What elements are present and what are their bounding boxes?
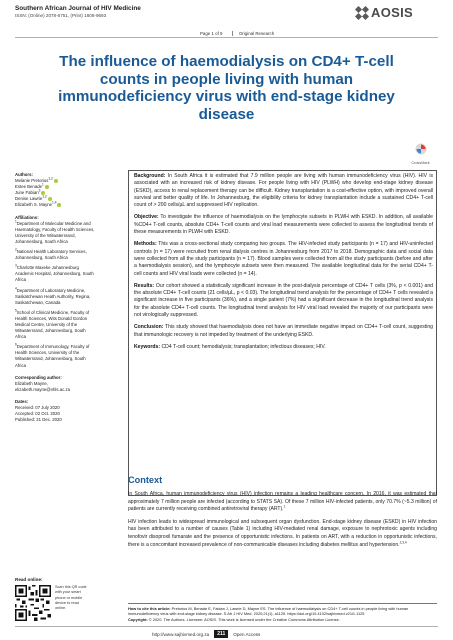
abstract-section-text: CD4 T-cell count; hemodialysis; transplantation; infectious diseases; HIV. bbox=[160, 343, 326, 350]
affiliations-list bbox=[15, 221, 95, 369]
how-to-cite-label: How to cite this article: bbox=[128, 606, 171, 611]
author-name: Elizabeth S. Mayne bbox=[15, 202, 53, 208]
abstract-section-text: Our cohort showed a statistically significant increase in the post-dialysis percentage of CD4+ T cells (3%, p < 0.001) and the absolute CD4+ T-cell counts (21 cells/µL, p < 0.03). The longitudinal trend analysis for the percentage of CD4+ T cells revealed a significant increase in five participants (36%), and a single patient (7%) had a significant decrease in the longitudinal trend analysis for the absolute CD4+ T-cell counts. The longitudinal trend analysis for HIV viral load revealed the majority of our participants were not virologically suppressed. bbox=[134, 282, 433, 319]
abstract-section-label: Conclusion: bbox=[134, 324, 164, 331]
open-access-label: Open Access bbox=[233, 631, 261, 637]
aosis-logo-icon bbox=[355, 6, 369, 20]
copyright-label: Copyright: bbox=[128, 616, 148, 622]
author-name: Estee Benade bbox=[15, 184, 42, 190]
context-body bbox=[128, 491, 437, 554]
affiliation-number: 2 bbox=[15, 247, 17, 252]
abstract-section-label: Results: bbox=[134, 282, 155, 289]
journal-name: Southern African Journal of HIV Medicine bbox=[15, 5, 141, 12]
affiliation-entry bbox=[15, 221, 95, 245]
affiliation-text: Department of Laboratory Medicine, Saskatchewan Heath Authority, Regina, Saskatchewan, Canada bbox=[15, 287, 91, 305]
author-affiliation-sup: 1,4 bbox=[52, 201, 57, 206]
affiliation-number: 1 bbox=[15, 219, 17, 224]
affiliation-number: 4 bbox=[15, 286, 17, 291]
affiliation-text: Department of Immunology, Faculty of Health Sciences, University of the Witwatersrand, Johannesburg, South Africa bbox=[15, 344, 90, 368]
date-received: Received: 07 July 2020 bbox=[15, 405, 60, 410]
abstract-section-label: Objective: bbox=[134, 214, 159, 221]
page-number: 211 bbox=[214, 630, 228, 638]
citation-block bbox=[128, 606, 437, 622]
abstract-section bbox=[134, 344, 433, 351]
publisher-name: AOSIS bbox=[371, 5, 413, 20]
orcid-icon[interactable] bbox=[54, 179, 58, 183]
header-divider bbox=[15, 37, 438, 38]
orcid-icon[interactable] bbox=[45, 185, 49, 189]
reference-marker[interactable]: 1 bbox=[283, 504, 286, 509]
affiliation-text: Department of Molecular Medicine and Haematology, Faculty of Health Sciences, University of the Witwatersrand, Johannesburg, South Africa bbox=[15, 220, 95, 244]
context-paragraph: HIV infection leads to widespread immunological and subsequent organ dysfunction. End-stage kidney disease (ESKD) in HIV infection has been attributed to a number of causes (Table 1) including HIV-mediated renal damage, exposure to nephrotoxic agents including tenofovir disoproxil fumarate and the presence of opportunistic infections. In patients on ART, with a reduction in opportunistic infections, there is a concomitant increased prevalence of non-communicable diseases including diabetes mellitus and hypertension. bbox=[128, 518, 437, 548]
author-name: June Fabian bbox=[15, 190, 39, 196]
section-label: Original Research bbox=[232, 31, 274, 36]
abstract-section-text: To investigate the influence of haemodialysis on the lymphocyte subsets in PLWH with ESKD. In addition, all available %CD4+ T-cell counts, absolute CD4+ T-cell counts and viral load measurements were collected to assess the longitudinal trends of these measurements in PLWH with ESKD. bbox=[134, 214, 433, 236]
affiliation-entry bbox=[15, 265, 95, 283]
how-to-cite-text[interactable]: Pretorius M, Benade E, Fabian J, Lawrie D, Mayne ES. The influence of haemodialysis on CD4+ T-cell counts in people living with human immunodeficiency virus with end-stage kidney disease. S Afr J HIV Med. 2020;21(1), a1125. https://doi.org/10.4102/sajhivmed.v21i1.1125 bbox=[128, 606, 409, 617]
crossmark-icon bbox=[415, 143, 427, 155]
abstract bbox=[134, 173, 433, 356]
author-entry bbox=[15, 202, 95, 208]
abstract-section-text: In South Africa it is estimated that 7.9 million people are living with human immunodeficiency virus (HIV). HIV is associated with an increased risk of kidney disease. For people living with HIV (PLWH) who develop end-stage kidney disease (ESKD), access to renal replacement therapy can be difficult. Kidney transplantation is a cost-effective option, with improved overall survival and better quality of life. In Johannesburg, the eligibility criteria for kidney transplantation include a sustained CD4+ T-cell count of > 200 cells/µL and suppressed HIV replication. bbox=[134, 173, 433, 209]
abstract-section-text: This study showed that haemodialysis does not have an immediate negative impact on CD4+ T-cell count, suggesting that immunologic recovery is not impeded by treatment of the underlying ESKD. bbox=[134, 324, 433, 338]
citation-divider bbox=[128, 603, 437, 604]
abstract-section-text: This was a cross-sectional study comparing two groups. The HIV-infected study participants (n = 17) and HIV-uninfected controls (n = 17) were recruited from renal dialysis centres in Johannesburg from 2017 to 2018. Demographic data and social data were collected from all the study participants (n = 17). Blood samples were collected from all the study participants (before and after a haemodialysis session), and the lymphocyte subsets were then measured. The available longitudinal data for the serial CD4+ T-cell counts and HIV viral loads were collected (n = 14). bbox=[134, 241, 433, 277]
read-online-text: Scan this QR code with your smart phone or mobile device to read online. bbox=[55, 585, 87, 611]
affiliation-number: 5 bbox=[15, 308, 17, 313]
date-accepted: Accepted: 02 Oct. 2020 bbox=[15, 411, 60, 417]
crossmark-label: CrossMark bbox=[411, 161, 430, 165]
page-indicator: Page 1 of 9 bbox=[200, 31, 223, 36]
footer-divider bbox=[15, 626, 438, 627]
affiliation-text: School of Clinical Medicine, Faculty of Health Sciences, Wits Donald Gordon Medical Centre, University of the Witwatersrand, Johannesburg, South Africa bbox=[15, 309, 90, 340]
read-online-heading: Read online: bbox=[15, 577, 43, 582]
author-name: Melanie Pretorius bbox=[15, 178, 49, 184]
qr-code-icon[interactable] bbox=[15, 585, 51, 621]
article-sidebar bbox=[15, 172, 95, 429]
affiliation-number: 3 bbox=[15, 263, 17, 268]
affiliation-entry bbox=[15, 310, 95, 340]
affiliation-entry bbox=[15, 249, 95, 261]
corresponding-email[interactable]: elizabeth.mayne@nhls.ac.za bbox=[15, 386, 70, 392]
affiliation-number: 6 bbox=[15, 342, 17, 347]
author-name: Denise Lawrie bbox=[15, 196, 43, 202]
abstract-section-label: Background: bbox=[134, 173, 166, 179]
abstract-section bbox=[134, 283, 433, 319]
context-heading: Context bbox=[128, 475, 163, 485]
affiliation-entry bbox=[15, 288, 95, 306]
orcid-icon[interactable] bbox=[57, 203, 61, 207]
context-paragraph: In South Africa, human immunodeficiency virus (HIV) infection remains a leading healthcare concern. In 2016, it was estimated that approximately 7 million people are infected (according to STATS SA). Of these 7 million HIV-infected patients, only 70.7% (~5.3 million) of patients are currently receiving combined antiretroviral therapy (ART). bbox=[128, 491, 437, 513]
date-published: Published: 21 Dec. 2020 bbox=[15, 417, 62, 423]
affiliation-entry bbox=[15, 344, 95, 368]
abstract-section bbox=[134, 241, 433, 277]
journal-url[interactable]: http://www.sajhivmed.org.za bbox=[152, 631, 210, 637]
author-affiliation-sup: 3 bbox=[38, 188, 41, 193]
corresponding-heading: Corresponding author: bbox=[15, 374, 62, 380]
abstract-section-label: Keywords: bbox=[134, 343, 161, 350]
dates-heading: Dates: bbox=[15, 398, 29, 404]
author-affiliation-sup: 1,2 bbox=[48, 176, 53, 181]
author-affiliation-sup: 1,2 bbox=[42, 194, 47, 199]
read-online-block bbox=[15, 577, 95, 621]
abstract-section bbox=[134, 324, 433, 339]
corresponding-name: Elizabeth Mayne, bbox=[15, 380, 48, 386]
article-title: The influence of haemodialysis on CD4+ T-cell counts in people living with human immunodeficiency virus with end-stage kidney disease bbox=[58, 53, 395, 123]
affiliation-text: Charlotte Maxeke Johannesburg Academic Hospital, Johannesburg, South Africa bbox=[15, 265, 94, 283]
authors-heading: Authors: bbox=[15, 172, 33, 177]
crossmark-badge[interactable] bbox=[408, 142, 433, 165]
authors-list bbox=[15, 178, 95, 208]
affiliation-text: National Health Laboratory Services, Johannesburg, South Africa bbox=[15, 249, 87, 261]
abstract-section bbox=[134, 214, 433, 236]
copyright-text: © 2020. The Authors. Licensee: AOSIS. This work is licensed under the Creative Commons Attribution License. bbox=[147, 616, 340, 622]
affiliations-heading: Affiliations: bbox=[15, 214, 39, 220]
abstract-section-label: Methods: bbox=[134, 241, 157, 248]
abstract-section bbox=[134, 173, 433, 209]
publisher-logo bbox=[355, 5, 413, 20]
author-affiliation-sup: 1 bbox=[42, 182, 44, 187]
issn: ISSN: (Online) 2078-6751, (Print) 1608-9693 bbox=[15, 13, 107, 18]
page-footer bbox=[152, 630, 260, 638]
reference-marker[interactable]: 2,3,4 bbox=[399, 539, 407, 544]
